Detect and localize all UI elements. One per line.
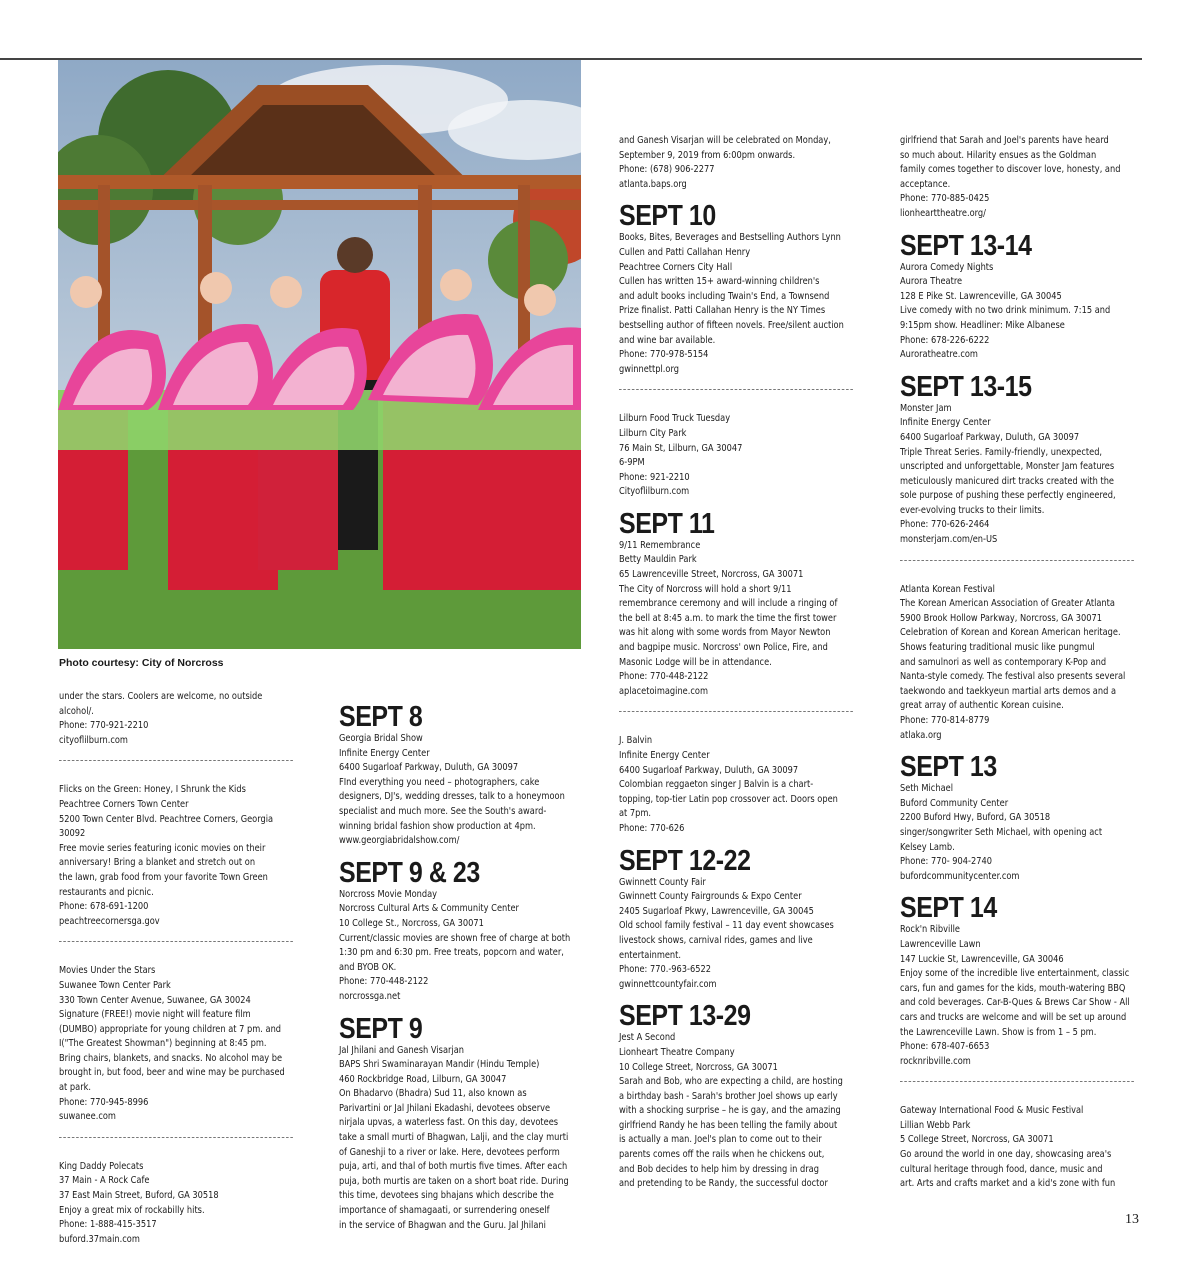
- date-heading: SEPT 10: [619, 200, 716, 233]
- event-line: cityoflilburn.com: [59, 734, 128, 746]
- event-line: remembrance ceremony and will include a ringing of: [619, 598, 838, 610]
- event-entry: [339, 732, 582, 849]
- event-line: 6-9PM: [619, 457, 645, 469]
- event-entry: [900, 1104, 1143, 1192]
- event-line: (DUMBO) appropriate for young children at 7 pm. and: [59, 1023, 282, 1035]
- column-2: [339, 693, 582, 1233]
- event-line: Aurora Comedy Nights: [900, 261, 994, 273]
- event-line: and Ganesh Visarjan will be celebrated on Monday,: [619, 135, 831, 146]
- event-line: take a small murti of Bhagwan, Lalji, and the clay murti: [339, 1132, 569, 1144]
- event-line: 460 Rockbridge Road, Lilburn, GA 30047: [339, 1073, 507, 1085]
- event-line: girlfriend that Sarah and Joel's parents have heard: [900, 135, 1109, 146]
- event-line: atlanta.baps.org: [619, 178, 687, 190]
- event-line: Seth Michael: [900, 783, 954, 795]
- event-line: 330 Town Center Avenue, Suwanee, GA 30024: [59, 994, 251, 1006]
- event-entry: [619, 539, 862, 700]
- column-3: [619, 134, 862, 1192]
- event-line: Monster Jam: [900, 402, 952, 414]
- event-line: Phone: 770-626: [619, 822, 685, 834]
- event-line: family comes together to discover love, honesty, and: [900, 164, 1121, 176]
- event-line: gwinnettcountyfair.com: [619, 978, 717, 990]
- event-line: The Korean American Association of Greater Atlanta: [900, 598, 1115, 610]
- event-line: Gwinnett County Fair: [619, 876, 706, 888]
- event-line: BAPS Shri Swaminarayan Mandir (Hindu Temple): [339, 1059, 540, 1071]
- event-line: Phone: 770- 904-2740: [900, 856, 993, 868]
- event-line: Phone: 770-885-0425: [900, 193, 990, 205]
- event-line: Phone: 678-407-6653: [900, 1041, 990, 1053]
- date-heading: SEPT 14: [900, 892, 997, 925]
- event-line: 147 Luckie St, Lawrenceville, GA 30046: [900, 953, 1064, 965]
- event-line: Gwinnett County Fairgrounds & Expo Center: [619, 891, 802, 903]
- event-line: Phone: (678) 906-2277: [619, 164, 715, 176]
- event-divider: [59, 941, 293, 942]
- event-line: Lionheart Theatre Company: [619, 1046, 735, 1058]
- event-line: September 9, 2019 from 6:00pm onwards.: [619, 149, 796, 161]
- event-line: with a shocking surprise – he is gay, and the amazing: [619, 1105, 841, 1117]
- event-line: under the stars. Coolers are welcome, no outside: [59, 691, 263, 702]
- event-line: Peachtree Corners City Hall: [619, 261, 733, 273]
- event-line: sole purpose of pushing these perfectly engineered,: [900, 490, 1116, 502]
- event-line: the Lawrenceville Lawn. Show is from 1 – 5 pm.: [900, 1026, 1097, 1038]
- event-line: Phone: 770-626-2464: [900, 519, 990, 531]
- event-line: 5200 Town Center Blvd. Peachtree Corners, Georgia: [59, 813, 274, 825]
- date-heading: SEPT 13-15: [900, 370, 1032, 403]
- event-line: so much about. Hilarity ensues as the Goldman: [900, 149, 1097, 161]
- event-line: great array of authentic Korean cuisine.: [900, 700, 1064, 712]
- event-line: monsterjam.com/en-US: [900, 534, 998, 546]
- event-line: Books, Bites, Beverages and Bestselling Authors Lynn: [619, 232, 841, 244]
- event-line: unscripted and unforgettable, Monster Jam features: [900, 461, 1115, 473]
- date-heading: SEPT 13: [900, 751, 997, 784]
- event-divider: [619, 389, 853, 390]
- event-line: gwinnettpl.org: [619, 363, 679, 375]
- date-heading: SEPT 8: [339, 701, 423, 733]
- event-line: art. Arts and crafts market and a kid's zone with fun: [900, 1178, 1116, 1190]
- event-line: Enjoy a great mix of rockabilly hits.: [59, 1204, 205, 1216]
- event-line: 30092: [59, 828, 86, 840]
- event-line: Lilburn Food Truck Tuesday: [619, 413, 731, 425]
- event-line: a birthday bash - Sarah's brother Joel shows up early: [619, 1090, 838, 1102]
- event-line: Phone: 1-888-415-3517: [59, 1219, 157, 1231]
- date-heading: SEPT 9 & 23: [339, 856, 480, 889]
- event-line: restaurants and picnic.: [59, 886, 154, 898]
- event-line: brought in, but food, beer and wine may be purchased: [59, 1067, 285, 1079]
- event-line: taekwondo and taekkyeun martial arts demos and a: [900, 685, 1117, 697]
- page-number: 13: [1125, 1212, 1139, 1227]
- event-line: the bell at 8:45 a.m. to mark the time the first tower: [619, 612, 837, 624]
- event-divider: [619, 711, 853, 712]
- event-line: Cullen has written 15+ award-winning children's: [619, 276, 820, 288]
- event-line: anniversary! Bring a blanket and stretch out on: [59, 857, 256, 869]
- event-line: Phone: 770-448-2122: [619, 671, 709, 683]
- date-heading: SEPT 13-14: [900, 229, 1032, 262]
- event-line: Movies Under the Stars: [59, 965, 156, 977]
- event-line: Phone: 770-448-2122: [339, 976, 429, 988]
- event-line: Phone: 770-945-8996: [59, 1096, 149, 1108]
- event-line: aplacetoimagine.com: [619, 685, 709, 697]
- event-line: Aurora Theatre: [900, 276, 963, 288]
- event-line: 9/11 Remembrance: [619, 539, 701, 551]
- event-line: ever-evolving trucks to their limits.: [900, 504, 1045, 516]
- event-line: entertainment.: [619, 949, 682, 961]
- event-line: at 7pm.: [619, 808, 652, 820]
- event-line: cars and trucks are welcome and will be set up around: [900, 1011, 1127, 1023]
- event-divider: [900, 560, 1134, 561]
- event-line: Live comedy with no two drink minimum. 7:15 and: [900, 305, 1111, 317]
- event-entry: [59, 783, 298, 929]
- event-line: Atlanta Korean Festival: [900, 583, 995, 595]
- event-line: and Bob decides to help him by dressing in drag: [619, 1163, 819, 1175]
- event-line: and BYOB OK.: [339, 961, 397, 973]
- event-entry: [619, 231, 862, 377]
- event-line: Kelsey Lamb.: [900, 841, 955, 853]
- event-line: I("The Greatest Showman") beginning at 8:45 pm.: [59, 1038, 267, 1050]
- event-line: King Daddy Polecats: [59, 1160, 144, 1172]
- event-line: meticulously manicured dirt tracks created with the: [900, 475, 1115, 487]
- event-entry: [59, 1160, 298, 1248]
- event-line: Cullen and Patti Callahan Henry: [619, 246, 751, 258]
- event-line: On Bhadarvo (Bhadra) Sud 11, also known as: [339, 1088, 527, 1100]
- event-entry: [619, 1031, 862, 1192]
- event-line: Enjoy some of the incredible live entertainment, classic: [900, 968, 1130, 980]
- event-line: 5900 Brook Hollow Parkway, Norcross, GA 30071: [900, 612, 1102, 624]
- event-line: 6400 Sugarloaf Parkway, Duluth, GA 30097: [339, 762, 519, 774]
- event-line: Phone: 678-226-6222: [900, 334, 990, 346]
- event-entry: [619, 134, 862, 192]
- event-entry: [339, 888, 582, 1005]
- event-line: designers, DJ's, wedding dresses, talk to a honeymoon: [339, 791, 565, 803]
- event-line: 65 Lawrenceville Street, Norcross, GA 30071: [619, 569, 804, 581]
- event-line: of Ganeshji to a river or lake. Here, devotees perform: [339, 1146, 560, 1158]
- event-line: Shows featuring traditional music like pungmul: [900, 642, 1095, 654]
- event-line: 128 E Pike St. Lawrenceville, GA 30045: [900, 290, 1062, 302]
- event-line: 6400 Sugarloaf Parkway, Duluth, GA 30097: [900, 431, 1080, 443]
- event-line: bestselling author of fifteen novels. Free/silent auction: [619, 319, 844, 331]
- event-line: Phone: 770.-963-6522: [619, 964, 712, 976]
- event-entry: [900, 583, 1143, 744]
- event-line: Jal Jhilani and Ganesh Visarjan: [339, 1044, 464, 1056]
- event-line: J. Balvin: [619, 735, 653, 747]
- event-line: Georgia Bridal Show: [339, 733, 423, 744]
- event-entry: [900, 261, 1143, 363]
- event-line: and bagpipe music. Norcross' own Police, Fire, and: [619, 642, 828, 654]
- event-line: 76 Main St, Lilburn, GA 30047: [619, 442, 743, 454]
- event-line: livestock shows, carnival rides, games and live: [619, 934, 813, 946]
- event-line: importance of shamagaati, or surrendering oneself: [339, 1205, 550, 1217]
- event-entry: [619, 412, 862, 500]
- date-heading: SEPT 12-22: [619, 844, 751, 877]
- event-line: and wine bar available.: [619, 334, 716, 346]
- photo-caption: Photo courtesy: City of Norcross: [59, 657, 224, 669]
- event-line: and adult books including Twain's End, a Townsend: [619, 290, 830, 302]
- event-line: Bring chairs, blankets, and snacks. No alcohol may be: [59, 1052, 283, 1064]
- event-line: Celebration of Korean and Korean American heritage.: [900, 627, 1121, 639]
- event-line: cars, fun and games for the kids, mouth-watering BBQ: [900, 982, 1126, 994]
- event-line: puja, arti, and thal of both murtis five times. After each: [339, 1161, 568, 1173]
- festival-photo: [58, 60, 581, 649]
- column-4: [900, 134, 1143, 1192]
- event-line: Signature (FREE!) movie night will feature film: [59, 1009, 251, 1021]
- event-entry: [339, 1044, 582, 1234]
- event-entry: [900, 782, 1143, 884]
- event-line: 5 College Street, Norcross, GA 30071: [900, 1134, 1054, 1146]
- event-line: buford.37main.com: [59, 1233, 140, 1245]
- event-line: 37 Main - A Rock Cafe: [59, 1175, 150, 1187]
- event-line: Phone: 921-2210: [619, 471, 690, 483]
- event-line: Phone: 770-921-2210: [59, 720, 149, 732]
- event-line: topping, top-tier Latin pop crossover act. Doors open: [619, 793, 838, 805]
- event-entry: [900, 402, 1143, 548]
- event-line: Suwanee Town Center Park: [59, 979, 171, 991]
- event-line: www.georgiabridalshow.com/: [339, 835, 460, 847]
- event-line: Free movie series featuring iconic movies on their: [59, 842, 266, 854]
- event-line: Lawrenceville Lawn: [900, 938, 981, 950]
- event-line: atlaka.org: [900, 729, 942, 741]
- event-line: girlfriend Randy he has been telling the family about: [619, 1119, 838, 1131]
- event-entry: [619, 876, 862, 993]
- event-line: Peachtree Corners Town Center: [59, 798, 189, 810]
- event-line: Gateway International Food & Music Festival: [900, 1105, 1084, 1117]
- event-line: 10 College Street, Norcross, GA 30071: [619, 1061, 778, 1073]
- date-heading: SEPT 13-29: [619, 1000, 751, 1033]
- event-line: Flicks on the Green: Honey, I Shrunk the Kids: [59, 784, 246, 796]
- event-line: alcohol/.: [59, 705, 94, 717]
- event-line: singer/songwriter Seth Michael, with opening act: [900, 826, 1103, 838]
- event-line: Rock'n Ribville: [900, 924, 960, 936]
- event-line: and pretending to be Randy, the successful doctor: [619, 1178, 828, 1190]
- event-line: Nanta-style comedy. The festival also presents several: [900, 671, 1126, 683]
- event-line: Infinite Energy Center: [900, 417, 991, 429]
- event-line: 9:15pm show. Headliner: Mike Albanese: [900, 319, 1065, 331]
- event-line: Cityoflilburn.com: [619, 486, 690, 498]
- event-line: Auroratheatre.com: [900, 349, 978, 361]
- date-heading: SEPT 9: [339, 1012, 423, 1045]
- event-line: specialist and much more. See the South's award-: [339, 805, 547, 817]
- event-line: Lilburn City Park: [619, 427, 687, 439]
- event-line: 2405 Sugarloaf Pkwy, Lawrenceville, GA 30045: [619, 905, 814, 917]
- event-line: Jest A Second: [619, 1032, 676, 1044]
- event-line: lionhearttheatre.org/: [900, 207, 986, 219]
- event-entry: [59, 690, 298, 748]
- event-line: 2200 Buford Hwy, Buford, GA 30518: [900, 812, 1051, 824]
- event-line: bufordcommunitycenter.com: [900, 870, 1020, 882]
- event-line: this time, devotees sing bhajans which describe the: [339, 1190, 554, 1202]
- event-line: and cold beverages. Car-B-Ques & Brews Car Show - All: [900, 997, 1130, 1009]
- event-line: Sarah and Bob, who are expecting a child, are hosting: [619, 1076, 843, 1088]
- event-line: Infinite Energy Center: [339, 747, 430, 759]
- event-line: acceptance.: [900, 178, 951, 190]
- event-line: Go around the world in one day, showcasing area's: [900, 1149, 1112, 1161]
- event-entry: [59, 964, 298, 1125]
- event-line: 1:30 pm and 6:30 pm. Free treats, popcorn and water,: [339, 947, 564, 959]
- event-line: Phone: 770-978-5154: [619, 349, 709, 361]
- event-line: parents comes off the rails when he chickens out,: [619, 1149, 825, 1161]
- event-line: in the service of Bhagwan and the Guru. Jal Jhilani: [339, 1219, 546, 1231]
- event-entry: [900, 923, 1143, 1069]
- event-line: was hit along with some words from Mayor Newton: [619, 627, 831, 639]
- event-line: Current/classic movies are shown free of charge at both: [339, 932, 571, 944]
- event-line: suwanee.com: [59, 1111, 116, 1123]
- column-1: [59, 690, 298, 1247]
- event-line: 6400 Sugarloaf Parkway, Duluth, GA 30097: [619, 764, 799, 776]
- event-line: Prize finalist. Patti Callahan Henry is the NY Times: [619, 305, 826, 317]
- event-line: and samulnori as well as contemporary K-Pop and: [900, 656, 1107, 668]
- dancers-photo-illustration: [58, 60, 581, 649]
- event-line: peachtreecornersga.gov: [59, 915, 160, 927]
- event-line: winning bridal fashion show production at 4pm.: [339, 820, 536, 832]
- event-line: cultural heritage through food, dance, music and: [900, 1163, 1103, 1175]
- event-line: Masonic Lodge will be in attendance.: [619, 656, 772, 668]
- event-line: The City of Norcross will hold a short 9/11: [619, 583, 792, 595]
- event-entry: [900, 134, 1143, 222]
- event-divider: [900, 1081, 1134, 1082]
- event-line: nirjala upvas, a waterless fast. On this day, devotees: [339, 1117, 559, 1129]
- event-line: Old school family festival – 11 day event showcases: [619, 920, 834, 932]
- event-line: Lillian Webb Park: [900, 1119, 971, 1131]
- event-line: Betty Mauldin Park: [619, 554, 697, 566]
- event-line: at park.: [59, 1082, 92, 1094]
- event-line: Infinite Energy Center: [619, 750, 710, 761]
- event-line: the lawn, grab food from your favorite Town Green: [59, 871, 268, 883]
- event-line: rocknribville.com: [900, 1055, 971, 1067]
- event-line: Norcross Movie Monday: [339, 888, 438, 900]
- event-line: 37 East Main Street, Buford, GA 30518: [59, 1190, 219, 1202]
- event-line: Norcross Cultural Arts & Community Center: [339, 903, 519, 915]
- event-line: puja, both murtis are taken on a short boat ride. During: [339, 1175, 569, 1187]
- event-line: Phone: 770-814-8779: [900, 715, 990, 726]
- event-line: Phone: 678-691-1200: [59, 901, 149, 913]
- event-line: Buford Community Center: [900, 797, 1009, 809]
- event-line: norcrossga.net: [339, 990, 401, 1002]
- event-line: 10 College St., Norcross, GA 30071: [339, 917, 484, 929]
- event-line: FInd everything you need – photographers, cake: [339, 776, 540, 788]
- event-entry: [619, 734, 862, 836]
- event-line: Parivartini or Jal Jhilani Ekadashi, devotees observe: [339, 1102, 551, 1114]
- event-divider: [59, 1137, 293, 1138]
- event-line: is actually a man. Joel's plan to come out to their: [619, 1134, 822, 1146]
- event-line: Triple Threat Series. Family-friendly, unexpected,: [900, 446, 1103, 458]
- event-line: Colombian reggaeton singer J Balvin is a chart-: [619, 779, 814, 791]
- date-heading: SEPT 11: [619, 507, 715, 540]
- event-divider: [59, 760, 293, 761]
